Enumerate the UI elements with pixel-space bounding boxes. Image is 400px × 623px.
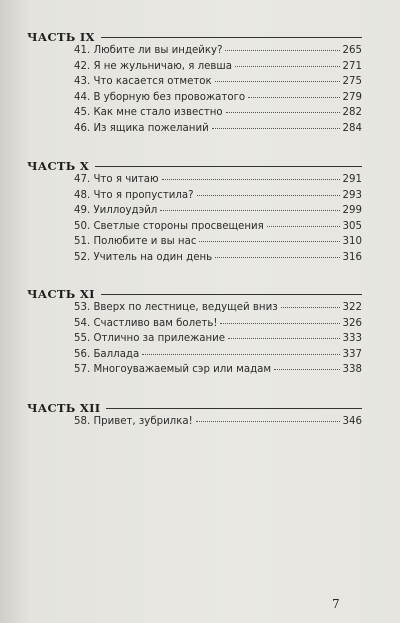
entry-page: 316 (342, 251, 362, 263)
toc-entry[interactable] (74, 92, 362, 108)
dot-leader (274, 369, 340, 370)
part-title: ЧАСТЬ IX (27, 30, 95, 44)
part-header (27, 283, 362, 301)
part-title: ЧАСТЬ XI (27, 287, 95, 301)
entry-title: 46. Из ящика пожеланий (74, 122, 209, 134)
spacer (27, 380, 362, 397)
toc-entry[interactable] (74, 318, 362, 334)
dot-leader (228, 338, 340, 339)
entry-page: 279 (342, 91, 362, 103)
entry-page: 337 (342, 348, 362, 360)
entry-page: 291 (342, 174, 362, 185)
dot-leader (248, 97, 340, 98)
entry-page: 265 (342, 45, 362, 56)
dot-leader (197, 195, 340, 196)
toc-entry[interactable] (74, 333, 362, 349)
table-of-contents (27, 26, 362, 431)
dot-leader (162, 179, 340, 180)
entry-title: 45. Как мне стало известно (74, 107, 223, 118)
spacer (27, 267, 362, 283)
dot-leader (215, 257, 340, 258)
dot-leader (196, 421, 340, 422)
entry-title: 50. Светлые стороны просвещения (74, 220, 264, 232)
toc-entry[interactable] (74, 205, 362, 221)
entry-page: 293 (342, 189, 362, 201)
entry-title: 43. Что касается отметок (74, 76, 212, 87)
entry-page: 305 (342, 220, 362, 232)
part-x (27, 155, 362, 267)
entry-title: 49. Уиллоудэйл (74, 205, 158, 216)
toc-entry[interactable] (74, 190, 362, 206)
entry-page: 338 (342, 364, 362, 375)
toc-entry[interactable] (74, 174, 362, 190)
entry-page: 326 (342, 317, 362, 329)
entry-page: 282 (342, 107, 362, 118)
toc-entry[interactable] (74, 236, 362, 252)
entry-page: 346 (342, 415, 362, 427)
part-xi (27, 283, 362, 380)
entry-title: 53. Вверх по лестнице, ведущей вниз (74, 302, 278, 313)
dot-leader (199, 241, 340, 242)
dot-leader (225, 50, 340, 51)
entry-title: 42. Я не жульничаю, я левша (74, 60, 232, 72)
part-rule (95, 166, 362, 167)
entry-title: 54. Счастливо вам болеть! (74, 317, 218, 329)
dot-leader (142, 354, 340, 355)
toc-entry[interactable] (74, 61, 362, 77)
entry-title: 47. Что я читаю (74, 174, 159, 185)
toc-entry[interactable] (74, 364, 362, 380)
entry-page: 271 (342, 60, 362, 72)
part-rule (101, 294, 362, 295)
part-rule (106, 408, 362, 409)
toc-entry[interactable] (74, 107, 362, 123)
part-ix (27, 26, 362, 138)
page-number: 7 (332, 597, 340, 611)
entry-title: 56. Баллада (74, 348, 140, 360)
entry-title: 51. Полюбите и вы нас (74, 236, 197, 247)
part-title: ЧАСТЬ XII (27, 400, 101, 415)
toc-entry[interactable] (74, 123, 362, 139)
entry-title: 55. Отлично за прилежание (74, 333, 226, 344)
toc-entry[interactable] (74, 302, 362, 318)
entry-title: 44. В уборную без провожатого (74, 91, 246, 103)
part-header (27, 26, 362, 44)
toc-entry[interactable] (74, 45, 362, 61)
entry-page: 333 (342, 333, 362, 344)
entry-page: 275 (342, 76, 362, 87)
toc-entry[interactable] (74, 416, 362, 432)
toc-entry[interactable] (74, 349, 362, 365)
entry-title: 58. Привет, зубрилка! (74, 415, 193, 427)
entry-title: 57. Многоуважаемый сэр или мадам (74, 364, 272, 375)
toc-entry[interactable] (74, 76, 362, 92)
dot-leader (212, 128, 340, 129)
dot-leader (215, 81, 340, 82)
part-rule (101, 37, 362, 38)
entry-title: 41. Любите ли вы индейку? (74, 45, 223, 56)
dot-leader (220, 323, 340, 324)
entry-page: 299 (342, 205, 362, 216)
toc-entry[interactable] (74, 252, 362, 268)
dot-leader (226, 112, 340, 113)
entry-page: 284 (342, 122, 362, 134)
part-xii (27, 397, 362, 432)
toc-entry[interactable] (74, 221, 362, 237)
dot-leader (160, 210, 340, 211)
dot-leader (267, 226, 340, 227)
entry-title: 48. Что я пропустила? (74, 189, 194, 201)
entry-page: 322 (342, 302, 362, 313)
part-header (27, 397, 362, 415)
part-header (27, 155, 362, 173)
part-title: ЧАСТЬ X (27, 159, 90, 173)
dot-leader (281, 307, 340, 308)
dot-leader (235, 66, 340, 67)
spacer (27, 138, 362, 155)
entry-page: 310 (342, 236, 362, 247)
entry-title: 52. Учитель на один день (74, 251, 213, 263)
